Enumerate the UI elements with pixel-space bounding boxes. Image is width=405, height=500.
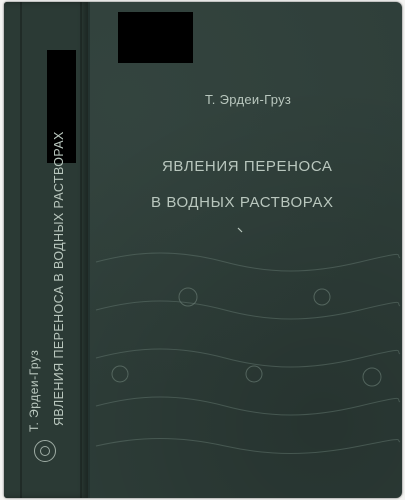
cover-title-line-2: В ВОДНЫХ РАСТВОРАХ	[151, 194, 334, 211]
cover-author: Т. Эрдеи-Груз	[205, 92, 292, 107]
publisher-logo-icon	[34, 440, 56, 462]
spine-title: ЯВЛЕНИЯ ПЕРЕНОСА В ВОДНЫХ РАСТВОРАХ	[52, 131, 66, 426]
spine-author: Т. Эрдеи-Груз	[27, 349, 41, 432]
cover-title-line-1: ЯВЛЕНИЯ ПЕРЕНОСА	[162, 158, 333, 175]
